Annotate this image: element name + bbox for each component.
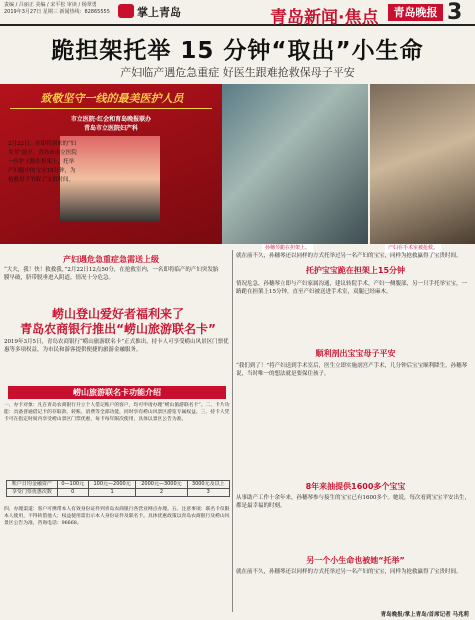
paper-name: 掌上青岛 <box>137 6 181 19</box>
section-heading: 产妇遇危急重症急需送上级 <box>63 255 159 264</box>
poster-banner: 致敬坚守一线的最美医护人员 <box>40 92 184 105</box>
ad-intro: 2019年3月5日，青岛农商银行“崂山旅游联名卡”正式推出，持卡人可享受崂山风景区门票优惠等多项权益，为市民和游客提供便捷的旅游金融服务。 <box>4 339 229 353</box>
section-title: 青岛新闻·焦点 <box>270 8 379 28</box>
ad-headline: 崂山登山爱好者福利来了 <box>51 307 184 321</box>
page-number: 3 <box>447 0 463 25</box>
table-cell: 1 <box>88 489 136 497</box>
lead-paragraph: 2月22日，在即将到来的“妇女节”前夕，青岛市市立医院一位护士跪在担架上，托举产妇腹中的宝宝15分钟，为抢救母子争取了宝贵时间。 <box>8 141 77 183</box>
section-heading: 顺利剖出宝宝母子平安 <box>315 349 396 358</box>
poster-divider <box>10 108 212 109</box>
section-heading: 另一个小生命也被她“托举” <box>306 556 405 565</box>
section-body: 就在前不久，孙穗琴还以同样的方式托举过另一名产妇的宝宝，同样为抢救赢得了宝贵时间。 <box>236 569 462 575</box>
ad-benefit-table <box>6 480 230 497</box>
masthead-meta <box>4 2 110 16</box>
table-cell: 3 <box>187 489 229 497</box>
paper-logo-icon <box>118 4 134 18</box>
poster-caption-2: 青岛市立医院妇产科 <box>83 125 138 132</box>
photo-caption-right: 产妇在手术室被抢救。 <box>385 244 441 253</box>
table-cell: 享受门票优惠次数 <box>7 489 58 497</box>
ad-feature-bar: 崂山旅游联名卡功能介绍 <box>8 386 226 399</box>
masthead <box>0 0 475 26</box>
section-heading: 托护宝宝跪在担架上15分钟 <box>305 266 406 275</box>
photo-operating-room <box>370 84 475 244</box>
poster-caption: 市立医院·红会和育岛晚报联办 <box>70 116 152 123</box>
table-header: 2000元—3000元 <box>136 481 187 489</box>
section-body: 情况危急，孙穗琴立即与产妇家属沟通，建议转院手术，产妇一侧腹部，另一只手托举宝宝，一路跪在担架上15分钟，直至产妇被送进手术室，双腿已经麻木。 <box>236 281 468 295</box>
table-cell: 0 <box>57 489 88 497</box>
ad-headline-2: 青岛农商银行推出“崂山旅游联名卡” <box>20 322 216 336</box>
section-body: “我们到了！”将产妇送到手术室后，医生立即实施剖宫产手术，几分钟后宝宝顺利降生。孙穗琴说，当时唯一的想法就是要保住孩子。 <box>236 363 468 377</box>
section-body: 就在前不久，孙穗琴还以同样的方式托举过另一名产妇的宝宝，同样为抢救赢得了宝贵时间。 <box>236 253 462 259</box>
section-body: “大夫，我！快！救救我，”2月22日12点50分，在抢救室内，一名即将临产的产妇突发胎膜早破，脐带脱垂进入阴道，情况十分危急。 <box>4 267 219 281</box>
ad-rules-2: 四、办理渠道：客户可携带本人有效身份证件到青岛农商银行各营业网点办理。五、注意事项：联名卡仅限本人使用，不得转借他人；权益使用需出示本人身份证件及联名卡。具体优惠政策以青岛农商银行及崂山风景区公告为准，咨询电话：96668。 <box>4 507 230 526</box>
table-row <box>7 489 230 497</box>
headline: 跪担架托举 15 分钟“取出”小生命 <box>51 38 424 64</box>
table-header: 0—100元 <box>57 481 88 489</box>
byline: 青岛晚报/掌上青岛/首席记者 马兆莉 <box>380 612 469 618</box>
meta-line-editors: 责编 / 吕丽正 美编 / 宋平松 审读 / 杨翠勇 <box>4 2 97 8</box>
subhead: 产妇临产遇危急重症 好医生跟难抢救保母子平安 <box>120 66 355 79</box>
meta-line-date: 2019年3月27日 星期三 新闻热线：82865555 <box>4 9 110 15</box>
table-cell: 2 <box>136 489 187 497</box>
brand-badge: 青岛晚报 <box>388 4 443 21</box>
section-heading: 8年来抽提供1600多个宝宝 <box>305 482 406 491</box>
photo-caption-left: 孙穗琴跪在担架上。 <box>262 244 313 253</box>
table-header: 3000元及以上 <box>187 481 229 489</box>
photo-nurse-on-stretcher <box>222 84 368 244</box>
table-header: 100元—2000元 <box>88 481 136 489</box>
table-row <box>7 481 230 489</box>
table-header: 账户日均金融资产 <box>7 481 58 489</box>
ad-rules: 一、办卡对象：凡在青岛农商银行开立个人借记账户的客户，均可申请办理“崂山旅游联名卡”。二、卡片功能：具备普通借记卡的存取款、转账、消费等全部功能，同时享有崂山风景区游览专属权益。三、持卡人凭卡可在指定时间内享受崂山景区门票优惠，每卡每年限次使用，具体以景区公告为准。 <box>4 403 230 422</box>
section-body: 从事助产工作十余年来，孙穗琴参与接生的宝宝已有1600多个。她说，每次看到宝宝平安出生，都是最幸福的时刻。 <box>236 495 471 509</box>
